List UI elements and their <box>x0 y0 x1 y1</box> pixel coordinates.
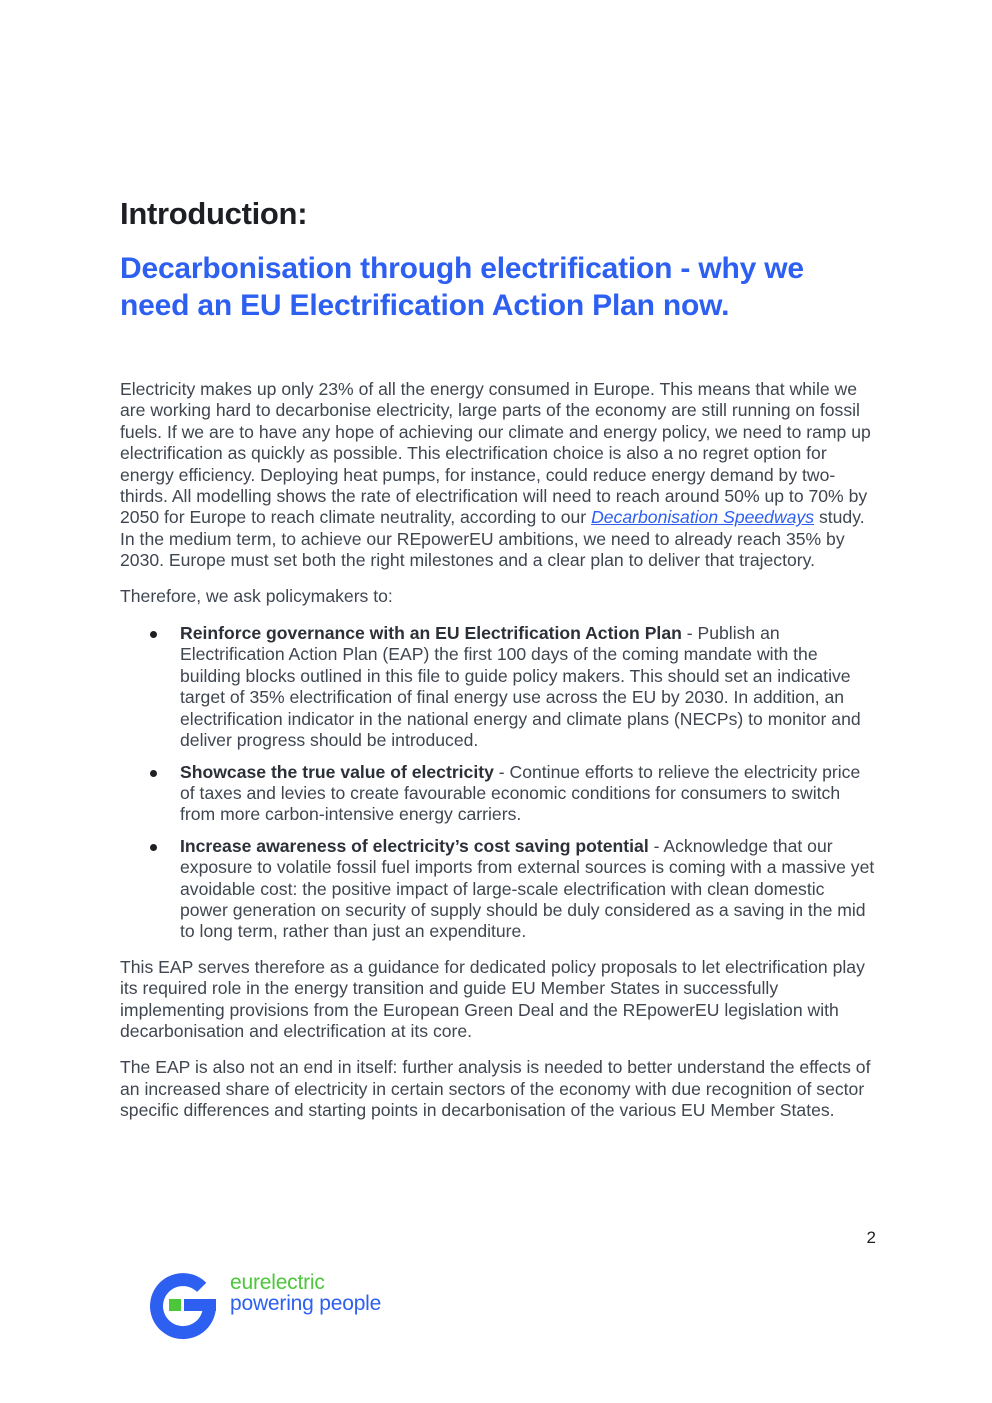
list-item-title: Reinforce governance with an EU Electrification Action Plan <box>180 623 682 644</box>
paragraph-electricity-share <box>120 379 875 572</box>
body-text <box>120 379 875 1122</box>
list-item-title: Showcase the true value of electricity <box>180 761 494 782</box>
paragraph-text: study. In the medium term, to achieve our REpowerEU ambitions, we need to already reach 35% by 2030. Europe must set both the right milestones and a clear plan to deliver that trajectory. <box>120 507 865 571</box>
list-item <box>120 836 875 943</box>
bullet-icon <box>150 844 157 851</box>
eurelectric-e-logo-icon <box>145 1268 221 1344</box>
list-item-text: - Continue efforts to relieve the electricity price of taxes and levies to create favourable economic conditions for consumers to switch from more carbon-intensive energy carriers. <box>180 761 861 825</box>
list-item <box>120 623 875 751</box>
list-item <box>120 762 875 826</box>
page-content <box>120 196 875 1122</box>
paragraph-eap-guidance: This EAP serves therefore as a guidance for dedicated policy proposals to let electrification play its required role in the energy transition and guide EU Member States in successfully implementing provisions from the European Green Deal and the REpowerEU legislation with decarbonisation and electrification at its core. <box>120 956 865 1041</box>
list-item-text: - Publish an Electrification Action Plan (EAP) the first 100 days of the coming mandate with the building blocks outlined in this file to guide policy makers. This should set an indicative target of 35% electrification of final energy use across the EU by 2030. In addition, an electrification indicator in the national energy and climate plans (NECPs) to monitor and deliver progress should be introduced. <box>180 623 861 751</box>
logo-tagline: powering people <box>230 1292 382 1315</box>
section-subtitle: Decarbonisation through electrification - why we need an EU Electrification Action Plan now. <box>120 252 804 322</box>
paragraph-text: Electricity makes up only 23% of all the energy consumed in Europe. This means that while we are working hard to decarbonise electricity, large parts of the economy are still running on fossil fuels. If we are to have any hope of achieving our climate and energy policy, we need to ramp up electrification as quickly as possible. This electrification choice is also a no regret option for energy efficiency. Deploying heat pumps, for instance, could reduce energy demand by two-thirds. All modelling shows the rate of electrification will need to reach around 50% up to 70% by 2050 for Europe to reach climate neutrality, according to our <box>120 379 871 528</box>
bullet-icon <box>150 770 157 777</box>
logo-name: eurelectric <box>230 1271 325 1294</box>
decarbonisation-speedways-link[interactable]: Decarbonisation Speedways <box>591 507 815 528</box>
page-number: 2 <box>866 1228 876 1247</box>
list-item-title: Increase awareness of electricity’s cost saving potential <box>180 835 649 856</box>
bullet-icon <box>150 631 157 638</box>
paragraph-further-analysis: The EAP is also not an end in itself: further analysis is needed to better understand the effects of an increased share of electricity in certain sectors of the economy with due recognition of sector specific differences and starting points in decarbonisation of the various EU Member States. <box>120 1057 871 1121</box>
page-title: Introduction: <box>120 196 308 231</box>
asks-list <box>120 623 875 943</box>
paragraph-policymakers-ask: Therefore, we ask policymakers to: <box>120 585 393 606</box>
eurelectric-logo <box>145 1268 445 1344</box>
list-item-text: - Acknowledge that our exposure to volatile fossil fuel imports from external sources is coming with a massive yet avoidable cost: the positive impact of large-scale electrification with clean domestic power generation on security of supply should be duly considered as a saving in the mid to long term, rather than just an expenditure. <box>180 835 875 942</box>
